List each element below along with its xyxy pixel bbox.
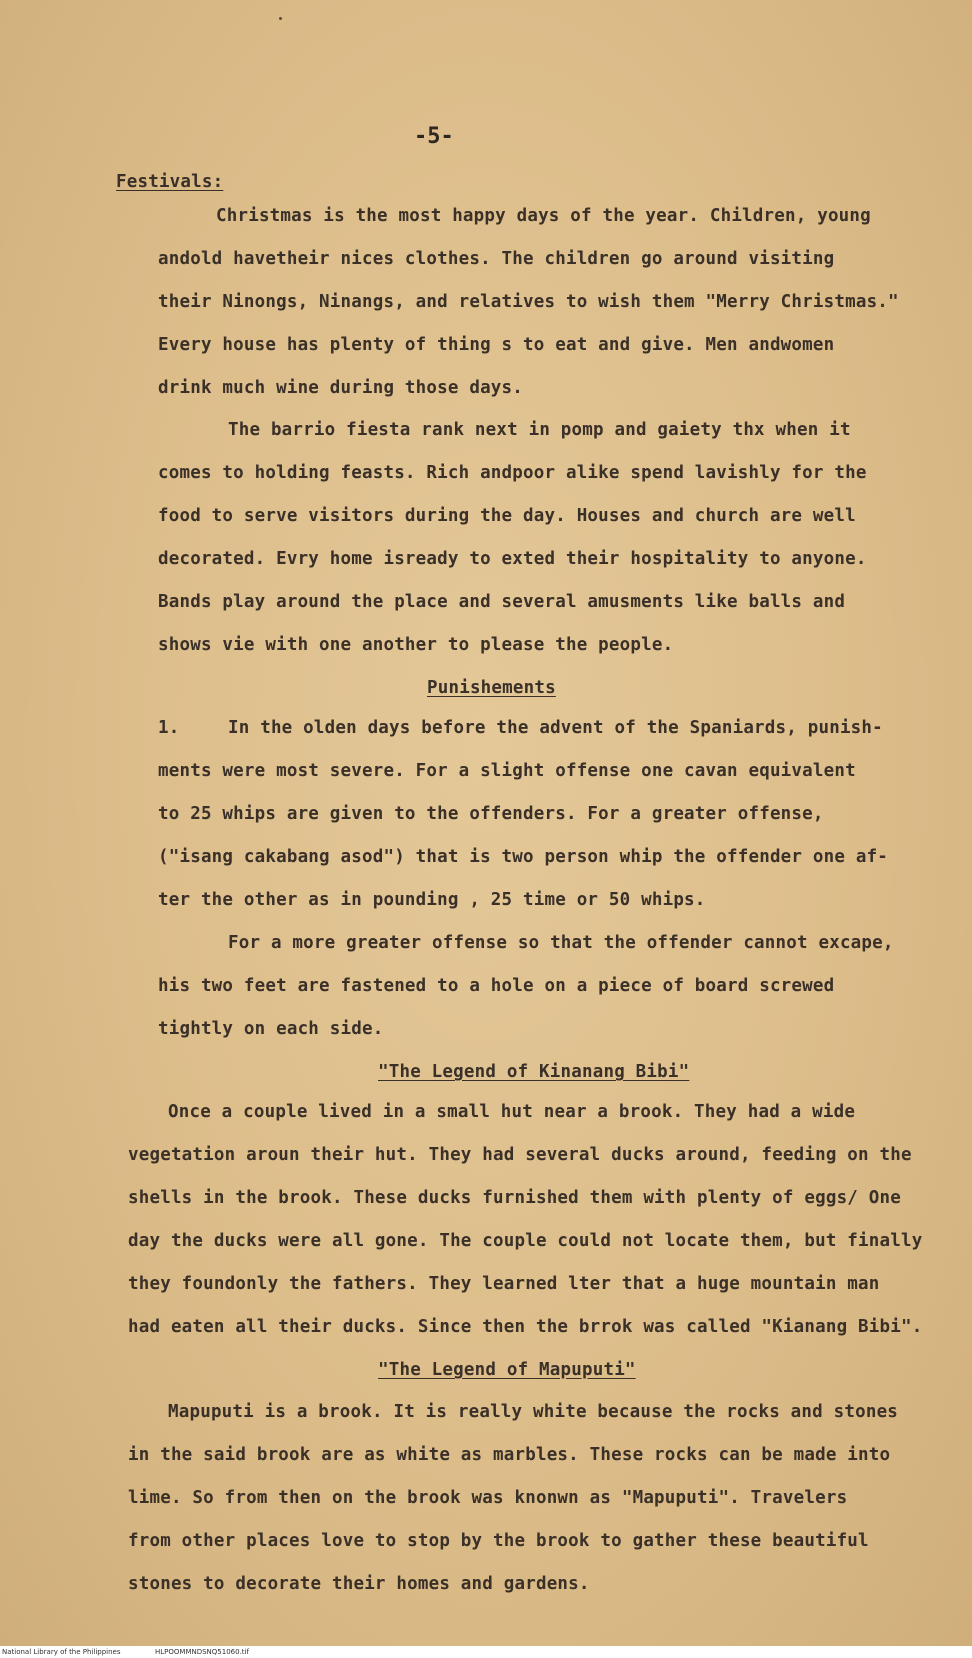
festivals-p2-line: decorated. Evry home isready to exted their hospitality to anyone. xyxy=(158,549,867,569)
legend-kinanang-line: had eaten all their ducks. Since then the brrok was called "Kianang Bibi". xyxy=(128,1317,923,1337)
festivals-p2-line: The barrio fiesta rank next in pomp and gaiety thx when it xyxy=(228,420,851,440)
scan-footer xyxy=(0,1646,972,1658)
ink-speck xyxy=(279,17,282,20)
legend-mapuputi-heading: "The Legend of Mapuputi" xyxy=(378,1360,636,1380)
festivals-p2-line: food to serve visitors during the day. Houses and church are well xyxy=(158,506,856,526)
footer-library: National Library of the Philippines xyxy=(2,1648,121,1656)
festivals-p1-line: andold havetheir nices clothes. The children go around visiting xyxy=(158,249,835,269)
festivals-p1-line: Christmas is the most happy days of the year. Children, young xyxy=(216,206,871,226)
punishments-p2-line: his two feet are fastened to a hole on a piece of board screwed xyxy=(158,976,835,996)
festivals-p1-line: Every house has plenty of thing s to eat and give. Men andwomen xyxy=(158,335,835,355)
legend-mapuputi-line: Mapuputi is a brook. It is really white because the rocks and stones xyxy=(168,1402,899,1422)
punishments-heading: Punishements xyxy=(427,678,556,698)
festivals-p2-line: Bands play around the place and several amusments like balls and xyxy=(158,592,846,612)
page-number: -5- xyxy=(414,124,454,149)
legend-kinanang-line: day the ducks were all gone. The couple could not locate them, but finally xyxy=(128,1231,923,1251)
legend-kinanang-line: vegetation aroun their hut. They had several ducks around, feeding on the xyxy=(128,1145,912,1165)
punishments-item-number: 1. xyxy=(158,718,180,738)
punishments-p2-line: For a more greater offense so that the offender cannot excape, xyxy=(228,933,894,953)
festivals-p1-line: their Ninongs, Ninangs, and relatives to wish them "Merry Christmas." xyxy=(158,292,899,312)
punishments-p1-line: to 25 whips are given to the offenders. For a greater offense, xyxy=(158,804,824,824)
festivals-heading: Festivals: xyxy=(116,172,224,192)
legend-mapuputi-line: from other places love to stop by the brook to gather these beautiful xyxy=(128,1531,869,1551)
punishments-p1-line: ments were most severe. For a slight offense one cavan equivalent xyxy=(158,761,856,781)
festivals-p1-line: drink much wine during those days. xyxy=(158,378,524,398)
legend-mapuputi-line: stones to decorate their homes and gardens. xyxy=(128,1574,590,1594)
punishments-p1-line: ter the other as in pounding , 25 time or 50 whips. xyxy=(158,890,706,910)
festivals-p2-line: comes to holding feasts. Rich andpoor alike spend lavishly for the xyxy=(158,463,867,483)
legend-kinanang-heading: "The Legend of Kinanang Bibi" xyxy=(378,1062,690,1082)
punishments-p2-line: tightly on each side. xyxy=(158,1019,384,1039)
legend-kinanang-line: shells in the brook. These ducks furnished them with plenty of eggs/ One xyxy=(128,1188,901,1208)
punishments-p1-line: In the olden days before the advent of the Spaniards, punish- xyxy=(228,718,883,738)
punishments-p1-line: ("isang cakabang asod") that is two person whip the offender one af- xyxy=(158,847,889,867)
legend-kinanang-line: Once a couple lived in a small hut near a brook. They had a wide xyxy=(168,1102,856,1122)
legend-mapuputi-line: lime. So from then on the brook was knonwn as "Mapuputi". Travelers xyxy=(128,1488,848,1508)
legend-kinanang-line: they foundonly the fathers. They learned lter that a huge mountain man xyxy=(128,1274,880,1294)
legend-mapuputi-line: in the said brook are as white as marbles. These rocks can be made into xyxy=(128,1445,891,1465)
festivals-p2-line: shows vie with one another to please the people. xyxy=(158,635,674,655)
footer-file: HLPOOMMNDSNQ51060.tif xyxy=(155,1648,249,1656)
